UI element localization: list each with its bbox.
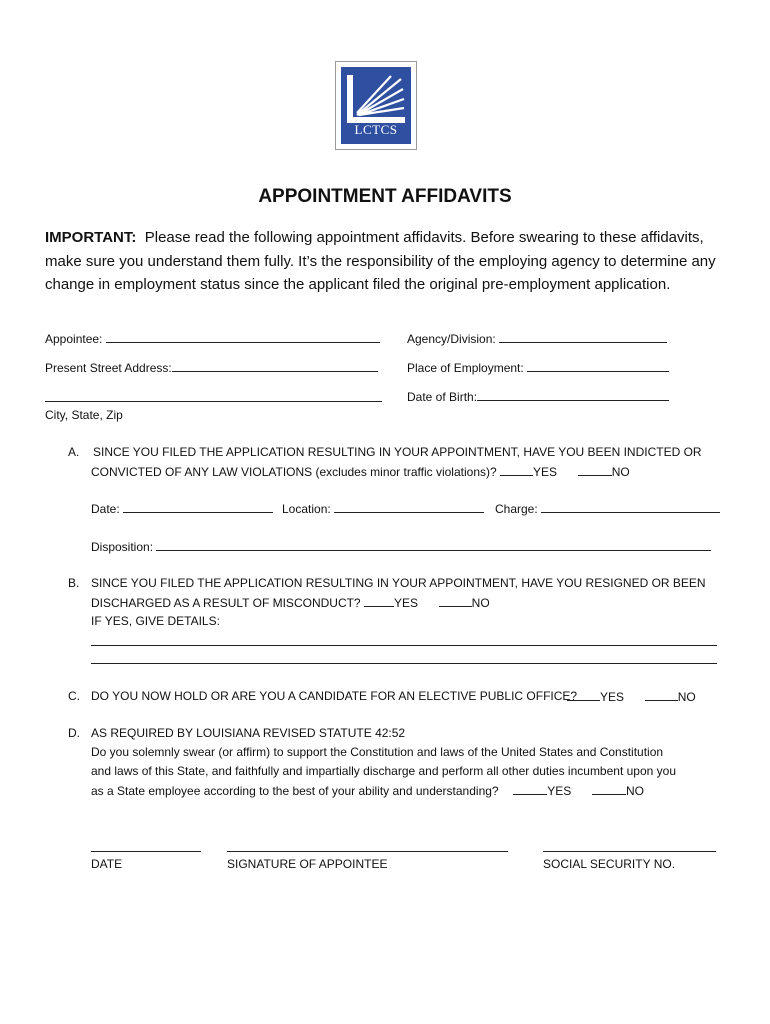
place-line[interactable]: [527, 360, 669, 372]
city-line[interactable]: [45, 401, 382, 402]
section-a-date-label: Date:: [91, 502, 120, 516]
section-b-no-label: NO: [471, 596, 490, 610]
section-a-disposition-line[interactable]: [156, 539, 711, 551]
section-b-details-label: IF YES, GIVE DETAILS:: [91, 614, 220, 628]
section-a-letter: A.: [68, 445, 80, 459]
section-a-date-line[interactable]: [123, 501, 273, 513]
section-a-charge-label: Charge:: [495, 502, 538, 516]
section-b-letter: B.: [68, 576, 80, 590]
section-a-location-field[interactable]: [282, 501, 484, 516]
agency-label: Agency/Division:: [407, 332, 496, 346]
section-c-yes-line[interactable]: [567, 689, 600, 701]
logo-emblem: [341, 67, 411, 144]
dob-line[interactable]: [477, 389, 669, 401]
dob-label: Date of Birth:: [407, 390, 478, 404]
section-c-question: DO YOU NOW HOLD OR ARE YOU A CANDIDATE FOR AN ELECTIVE PUBLIC OFFICE?: [91, 689, 578, 703]
section-b-no-line[interactable]: [439, 595, 472, 607]
section-b-yes-line[interactable]: [364, 595, 394, 607]
city-label: City, State, Zip: [45, 408, 123, 422]
section-a-no-label: NO: [611, 465, 630, 479]
section-b-question-2-text: DISCHARGED AS A RESULT OF MISCONDUCT?: [91, 596, 361, 610]
street-label: Present Street Address:: [45, 361, 172, 375]
appointee-field[interactable]: [45, 331, 380, 346]
ssn-signature-line[interactable]: [543, 851, 716, 852]
street-field[interactable]: [45, 360, 378, 375]
section-c-no-line[interactable]: [645, 689, 678, 701]
section-c-yes-label: YES: [600, 690, 625, 704]
section-d-line-3: [91, 783, 644, 798]
section-d-yes-label: YES: [547, 784, 572, 798]
section-d-no-line[interactable]: [592, 783, 626, 795]
section-a-no-line[interactable]: [578, 464, 612, 476]
date-signature-label: DATE: [91, 857, 123, 871]
section-a-yes-label: YES: [533, 465, 558, 479]
section-a-disposition-label: Disposition:: [91, 540, 154, 554]
ssn-signature-label: SOCIAL SECURITY NO.: [543, 857, 676, 871]
section-b-question-1: SINCE YOU FILED THE APPLICATION RESULTING IN YOUR APPOINTMENT, HAVE YOU RESIGNED OR BEEN: [91, 576, 706, 590]
section-d-yes-line[interactable]: [513, 783, 547, 795]
section-a-location-line[interactable]: [334, 501, 484, 513]
section-b-details-line-2[interactable]: [91, 663, 717, 664]
section-c-no-label: NO: [677, 690, 696, 704]
agency-field[interactable]: [407, 331, 667, 346]
appointee-signature-line[interactable]: [227, 851, 508, 852]
section-c-answers: [567, 689, 696, 704]
section-a-yes-line[interactable]: [500, 464, 533, 476]
appointee-line[interactable]: [106, 331, 380, 343]
date-signature-line[interactable]: [91, 851, 201, 852]
section-d-line-2: and laws of this State, and faithfully and impartially discharge and perform all other duties incumbent upon you: [91, 764, 676, 778]
place-field[interactable]: [407, 360, 669, 375]
section-d-line-3-text: as a State employee according to the best of your ability and understanding?: [91, 784, 499, 798]
section-a-question-2-text: CONVICTED OF ANY LAW VIOLATIONS (excludes minor traffic violations)?: [91, 465, 497, 479]
section-a-disposition-field[interactable]: [91, 539, 711, 554]
section-a-location-label: Location:: [282, 502, 331, 516]
section-b-yes-label: YES: [393, 596, 418, 610]
section-d-line-1: Do you solemnly swear (or affirm) to support the Constitution and laws of the United States and Constitution: [91, 745, 664, 759]
section-a-question-1: SINCE YOU FILED THE APPLICATION RESULTING IN YOUR APPOINTMENT, HAVE YOU BEEN INDICTED OR: [93, 445, 702, 459]
important-label: IMPORTANT:: [45, 229, 137, 246]
section-d-no-label: NO: [626, 784, 644, 798]
section-a-question-2: [91, 464, 630, 479]
lctcs-logo: [335, 61, 417, 150]
street-line[interactable]: [172, 360, 378, 372]
important-text: Please read the following appointment affidavits. Before swearing to these affidavits, make sure you understand them fully. It’s the responsibility of the employing agency to determine any change in employment status since the applicant filed the original pre-employment application.: [45, 229, 716, 293]
section-b-question-2: [91, 595, 490, 610]
appointee-signature-label: SIGNATURE OF APPOINTEE: [227, 857, 388, 871]
logo-text: LCTCS: [354, 122, 398, 137]
section-a-date-field[interactable]: [91, 501, 273, 516]
section-d-heading: AS REQUIRED BY LOUISIANA REVISED STATUTE 42:52: [91, 726, 406, 740]
section-d-letter: D.: [68, 726, 80, 740]
dob-field[interactable]: [407, 389, 669, 404]
important-notice: [45, 226, 725, 297]
appointee-label: Appointee:: [45, 332, 103, 346]
section-c-letter: C.: [68, 689, 80, 703]
page-title: APPOINTMENT AFFIDAVITS: [258, 186, 512, 207]
place-label: Place of Employment:: [407, 361, 524, 375]
agency-line[interactable]: [499, 331, 667, 343]
section-b-details-line-1[interactable]: [91, 645, 717, 646]
section-a-charge-line[interactable]: [541, 501, 720, 513]
section-a-charge-field[interactable]: [495, 501, 720, 516]
